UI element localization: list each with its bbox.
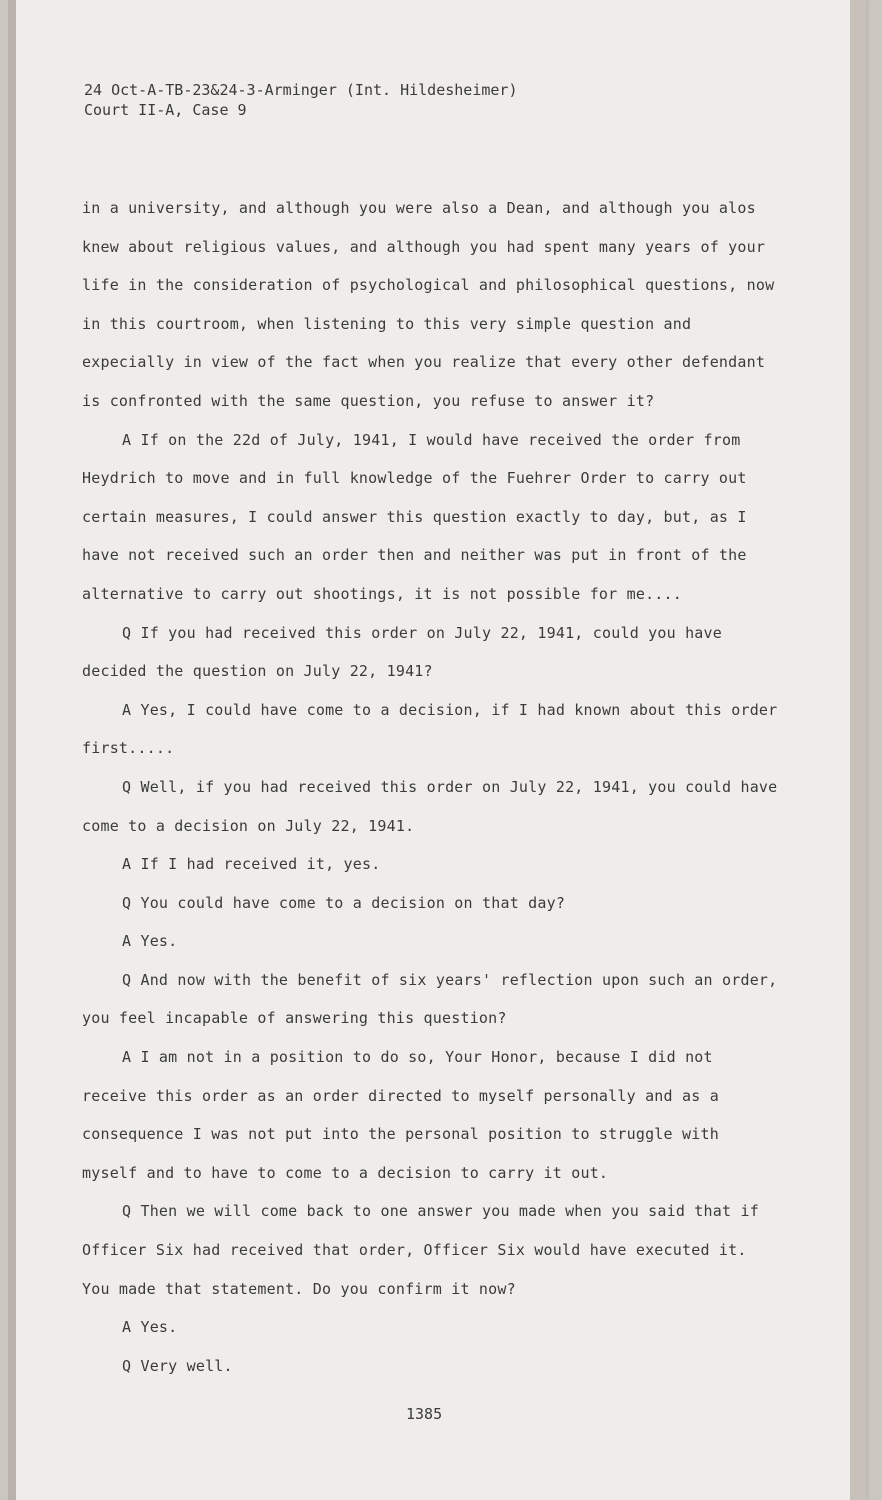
paragraph: A I am not in a position to do so, Your Honor, because I did not receive this order as an order directed to myself personally and as a consequence I was not put into the personal position to struggle with myself and to have to come to a decision to carry it out.	[82, 1048, 719, 1182]
page-number: 1385	[406, 1405, 443, 1423]
paragraph: Q If you had received this order on July 22, 1941, could you have decided the question on July 22, 1941?	[82, 623, 722, 681]
paragraph: Q And now with the benefit of six years' reflection upon such an order, you feel incapable of answering this question?	[82, 970, 778, 1028]
paragraph: A If on the 22d of July, 1941, I would have received the order from Heydrich to move and in full knowledge of the Fuehrer Order to carry out certain measures, I could answer this question exactly to day, but, as I have not received such an order then and neither was put in front of the alternative to carry out shootings, it is not possible for me....	[82, 430, 747, 603]
paragraph: in a university, and although you were also a Dean, and although you alos knew about religious values, and although you had spent many years of your life in the consideration of psychological and philosophical questions, now in this courtroom, when listening to this very simple question and expecially in view of the fact when you realize that every other defendant is confronted with the same question, you refuse to answer it?	[82, 199, 775, 410]
paragraph: A Yes, I could have come to a decision, if I had known about this order first.....	[82, 700, 778, 758]
header-line-2: Court II-A, Case 9	[84, 101, 247, 119]
document-header	[84, 80, 517, 120]
paragraph: A Yes.	[122, 932, 178, 951]
page-left-edge	[8, 0, 16, 1500]
document-page	[8, 0, 866, 1500]
paragraph: A If I had received it, yes.	[122, 855, 381, 874]
paragraph: Q Well, if you had received this order on July 22, 1941, you could have come to a decision on July 22, 1941.	[82, 777, 778, 835]
page-right-edge	[850, 0, 866, 1500]
header-line-1: 24 Oct-A-TB-23&24-3-Arminger (Int. Hildesheimer)	[84, 81, 518, 99]
paragraph: Q Then we will come back to one answer you made when you said that if Officer Six had received that order, Officer Six would have executed it. You made that statement. Do you confirm it now?	[82, 1202, 759, 1298]
paragraph: Q Very well.	[122, 1356, 233, 1375]
paragraph: A Yes.	[122, 1318, 178, 1337]
paragraph: Q You could have come to a decision on that day?	[122, 893, 566, 912]
transcript-body	[82, 189, 782, 1385]
